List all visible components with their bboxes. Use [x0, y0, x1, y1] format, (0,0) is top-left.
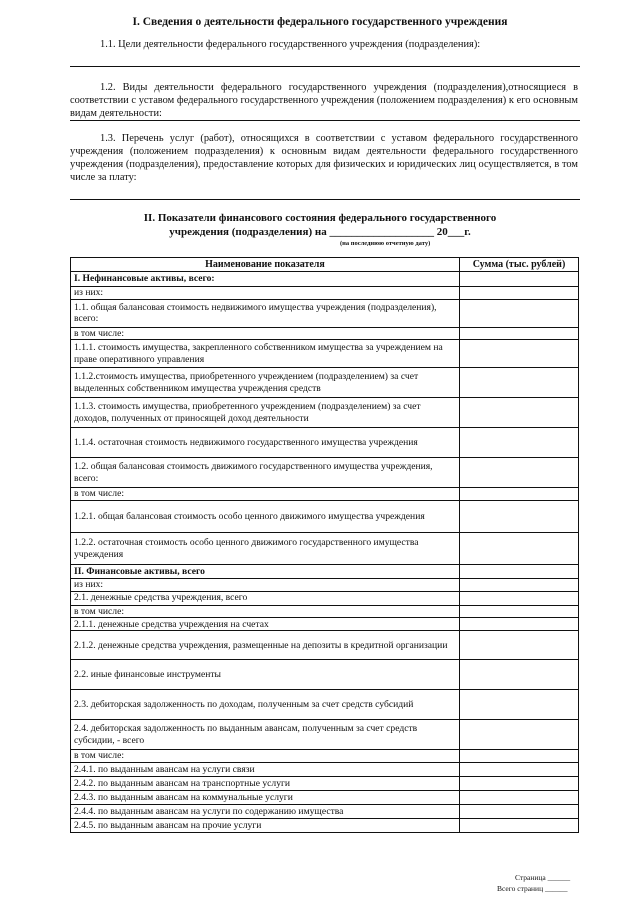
- section-2-title-line1: II. Показатели финансового состояния федерального государственного: [143, 212, 497, 224]
- table-row: [71, 660, 579, 690]
- table-row: [71, 398, 579, 428]
- table-body: [71, 272, 579, 833]
- sum-input-cell[interactable]: [460, 327, 579, 340]
- indicator-name-cell: 2.1. денежные средства учреждения, всего: [71, 591, 460, 605]
- indicator-name-cell: 1.2.1. общая балансовая стоимость особо ценного движимого имущества учреждения: [71, 501, 460, 533]
- indicator-name-cell: из них:: [71, 579, 460, 592]
- table-row: [71, 750, 579, 763]
- sum-input-cell[interactable]: [460, 720, 579, 750]
- sum-input-cell[interactable]: [460, 631, 579, 660]
- indicator-name-cell: 2.4.1. по выданным авансам на услуги связи: [71, 762, 460, 776]
- table-row: [71, 790, 579, 804]
- table-row: [71, 533, 579, 565]
- indicator-name-cell: в том числе:: [71, 605, 460, 618]
- table-row: [71, 605, 579, 618]
- header-indicator-name: Наименование показателя: [71, 258, 460, 272]
- indicator-name-cell: 2.4. дебиторская задолженность по выданным авансам, полученным за счет средств субсидии, - всего: [71, 720, 460, 750]
- sum-input-cell[interactable]: [460, 533, 579, 565]
- indicator-name-cell: 2.1.2. денежные средства учреждения, размещенные на депозиты в кредитной организации: [71, 631, 460, 660]
- indicator-name-cell: 2.4.5. по выданным авансам на прочие услуги: [71, 818, 460, 832]
- sum-input-cell[interactable]: [460, 272, 579, 287]
- section-1-title: I. Сведения о деятельности федерального государственного учреждения: [132, 16, 508, 28]
- sum-input-cell[interactable]: [460, 368, 579, 398]
- sum-input-cell[interactable]: [460, 287, 579, 300]
- services-paragraph: 1.3. Перечень услуг (работ), относящихся в соответствии с уставом федерального государственного учреждения (положением подразделения) к основным видам деятельности федерального государственного учреждения (подразделения), предоставление которых для физических и юридических лиц осуществляется, в том числе за плату:: [70, 133, 578, 183]
- sum-input-cell[interactable]: [460, 579, 579, 592]
- indicator-name-cell: 1.2.2. остаточная стоимость особо ценного движимого государственного имущества учреждения: [71, 533, 460, 565]
- indicator-name-cell: 2.2. иные финансовые инструменты: [71, 660, 460, 690]
- header-sum: Сумма (тыс. рублей): [460, 258, 579, 272]
- indicator-name-cell: в том числе:: [71, 327, 460, 340]
- table-row: [71, 690, 579, 720]
- table-row: [71, 720, 579, 750]
- goals-fill-line: [70, 66, 580, 67]
- indicator-name-cell: II. Финансовые активы, всего: [71, 565, 460, 579]
- financial-indicators-table: [70, 257, 579, 833]
- indicator-name-cell: из них:: [71, 287, 460, 300]
- sum-input-cell[interactable]: [460, 565, 579, 579]
- sum-input-cell[interactable]: [460, 340, 579, 368]
- sum-input-cell[interactable]: [460, 618, 579, 631]
- table-row: [71, 762, 579, 776]
- indicator-name-cell: 1.1.3. стоимость имущества, приобретенного учреждением (подразделением) за счет доходов, полученных от приносящей доход деятельности: [71, 398, 460, 428]
- indicator-name-cell: 1.2. общая балансовая стоимость движимого государственного имущества учреждения, всего:: [71, 458, 460, 488]
- table-row: [71, 327, 579, 340]
- sum-input-cell[interactable]: [460, 762, 579, 776]
- indicator-name-cell: 2.3. дебиторская задолженность по доходам, полученным за счет средств субсидий: [71, 690, 460, 720]
- sum-input-cell[interactable]: [460, 776, 579, 790]
- table-header-row: [71, 258, 579, 272]
- indicator-name-cell: 2.4.4. по выданным авансам на услуги по содержанию имущества: [71, 804, 460, 818]
- sum-input-cell[interactable]: [460, 818, 579, 832]
- indicator-name-cell: 2.1.1. денежные средства учреждения на счетах: [71, 618, 460, 631]
- sum-input-cell[interactable]: [460, 605, 579, 618]
- sum-input-cell[interactable]: [460, 790, 579, 804]
- sum-input-cell[interactable]: [460, 660, 579, 690]
- sum-input-cell[interactable]: [460, 591, 579, 605]
- table-row: [71, 458, 579, 488]
- indicator-name-cell: 1.1.4. остаточная стоимость недвижимого государственного имущества учреждения: [71, 428, 460, 458]
- table-row: [71, 287, 579, 300]
- goals-heading: 1.1. Цели деятельности федерального государственного учреждения (подразделения):: [100, 39, 481, 50]
- indicator-name-cell: I. Нефинансовые активы, всего:: [71, 272, 460, 287]
- indicator-name-cell: в том числе:: [71, 750, 460, 763]
- indicator-name-cell: 2.4.3. по выданным авансам на коммунальные услуги: [71, 790, 460, 804]
- total-pages-label: Всего страниц ______: [497, 884, 568, 893]
- date-note: (на последнюю отчетную дату): [340, 240, 431, 247]
- services-fill-line: [70, 199, 580, 200]
- section-2-title-line2: учреждения (подразделения) на ___________________ 20___г.: [169, 226, 471, 238]
- indicator-name-cell: 1.1.1. стоимость имущества, закрепленного собственником имущества за учреждением на праве оперативного управления: [71, 340, 460, 368]
- table-row: [71, 591, 579, 605]
- indicator-name-cell: в том числе:: [71, 488, 460, 501]
- table-row: [71, 804, 579, 818]
- sum-input-cell[interactable]: [460, 488, 579, 501]
- table-row: [71, 565, 579, 579]
- indicator-name-cell: 1.1. общая балансовая стоимость недвижимого имущества учреждения (подразделения), всего:: [71, 299, 460, 327]
- sum-input-cell[interactable]: [460, 804, 579, 818]
- activities-paragraph: 1.2. Виды деятельности федерального государственного учреждения (подразделения),относящиеся в соответствии с уставом федерального государственного учреждения (положением подразделения) к его основным видам деятельности:: [70, 82, 578, 119]
- table-row: [71, 340, 579, 368]
- sum-input-cell[interactable]: [460, 398, 579, 428]
- table-row: [71, 428, 579, 458]
- indicator-name-cell: 2.4.2. по выданным авансам на транспортные услуги: [71, 776, 460, 790]
- sum-input-cell[interactable]: [460, 501, 579, 533]
- table-row: [71, 776, 579, 790]
- table-row: [71, 818, 579, 832]
- table-row: [71, 488, 579, 501]
- sum-input-cell[interactable]: [460, 299, 579, 327]
- sum-input-cell[interactable]: [460, 458, 579, 488]
- table-row: [71, 501, 579, 533]
- sum-input-cell[interactable]: [460, 690, 579, 720]
- table-row: [71, 368, 579, 398]
- activities-fill-line: [70, 120, 580, 121]
- table-row: [71, 618, 579, 631]
- table-row: [71, 579, 579, 592]
- indicator-name-cell: 1.1.2.стоимость имущества, приобретенного учреждением (подразделением) за счет выделенных собственником имущества учреждения средств: [71, 368, 460, 398]
- page-number-label: Страница ______: [515, 873, 571, 882]
- sum-input-cell[interactable]: [460, 750, 579, 763]
- table-row: [71, 272, 579, 287]
- sum-input-cell[interactable]: [460, 428, 579, 458]
- table-row: [71, 631, 579, 660]
- table-row: [71, 299, 579, 327]
